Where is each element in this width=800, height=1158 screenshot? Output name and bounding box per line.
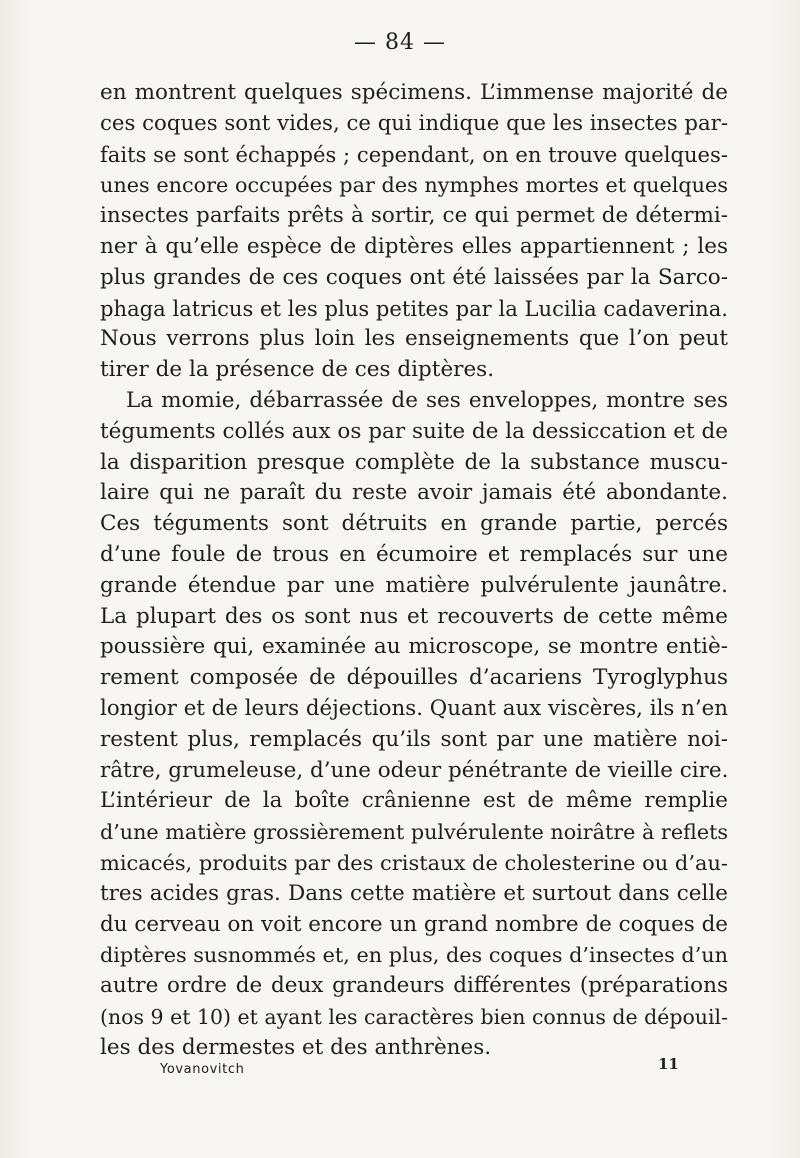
text-line: laire qui ne paraît du reste avoir jamais été abondante. xyxy=(100,480,728,506)
text-line: plus grandes de ces coques ont été laissées par la Sarco- xyxy=(100,264,728,290)
text-line: Nous verrons plus loin les enseignements que l’on peut xyxy=(100,326,728,352)
text-line: insectes parfaits prêts à sortir, ce qui permet de détermi- xyxy=(100,203,728,229)
text-line: tres acides gras. Dans cette matière et surtout dans celle xyxy=(100,880,728,906)
text-line: diptères susnommés et, en plus, des coques d’insectes d’un xyxy=(100,943,728,968)
text-line: Ces téguments sont détruits en grande partie, percés xyxy=(100,511,728,537)
body-text xyxy=(100,78,728,1064)
text-line: restent plus, remplacés qu’ils sont par une matière noi- xyxy=(100,726,728,752)
text-line: la disparition presque complète de la substance muscu- xyxy=(100,449,728,475)
text-line: ces coques sont vides, ce qui indique que les insectes par- xyxy=(100,110,728,136)
text-line: La plupart des os sont nus et recouverts de cette même xyxy=(100,603,728,629)
text-line: poussière qui, examinée au microscope, se montre entiè- xyxy=(100,634,728,660)
text-line: les des dermestes et des anthrènes. xyxy=(100,1034,492,1060)
text-line: rement composée de dépouilles d’acariens Tyroglyphus xyxy=(100,665,728,691)
text-line: téguments collés aux os par suite de la dessiccation et de xyxy=(100,418,728,444)
text-line: grande étendue par une matière pulvérulente jaunâtre. xyxy=(100,572,728,598)
text-line: micacés, produits par des cristaux de cholesterine ou d’au- xyxy=(100,850,728,875)
page-number: — 84 — xyxy=(354,30,446,55)
text-line: du cerveau on voit encore un grand nombre de coques de xyxy=(100,911,728,937)
paragraph-2 xyxy=(100,386,728,1064)
text-line: longior et de leurs déjections. Quant aux viscères, ils n’en xyxy=(100,695,728,721)
text-line: en montrent quelques spécimens. L’immense majorité de xyxy=(100,80,728,105)
text-line: d’une foule de trous en écumoire et remplacés sur une xyxy=(100,541,728,567)
paragraph-1 xyxy=(100,78,728,386)
text-line: unes encore occupées par des nymphes mortes et quelques xyxy=(100,173,728,198)
text-line: (nos 9 et 10) et ayant les caractères bien connus de dépouil- xyxy=(100,1004,729,1029)
sheet-signature-mark: 11 xyxy=(658,1055,679,1073)
text-line: râtre, grumeleuse, d’une odeur pénétrante de vieille cire. xyxy=(100,757,729,783)
text-line: faits se sont échappés ; cependant, on en trouve quelques- xyxy=(100,141,728,167)
text-line: L’intérieur de la boîte crânienne est de même remplie xyxy=(100,788,728,814)
text-line: tirer de la présence de ces diptères. xyxy=(100,357,495,383)
text-line: ner à qu’elle espèce de diptères elles appartiennent ; les xyxy=(100,233,728,259)
text-line: d’une matière grossièrement pulvérulente noirâtre à reflets xyxy=(100,820,728,845)
text-line: autre ordre de deux grandeurs différentes (préparations xyxy=(100,973,728,999)
text-line: phaga latricus et les plus petites par la Lucilia cadaverina. xyxy=(100,295,728,321)
author-signature: Yovanovitch xyxy=(160,1062,245,1077)
text-line: La momie, débarrassée de ses enveloppes, montre ses xyxy=(126,387,728,413)
